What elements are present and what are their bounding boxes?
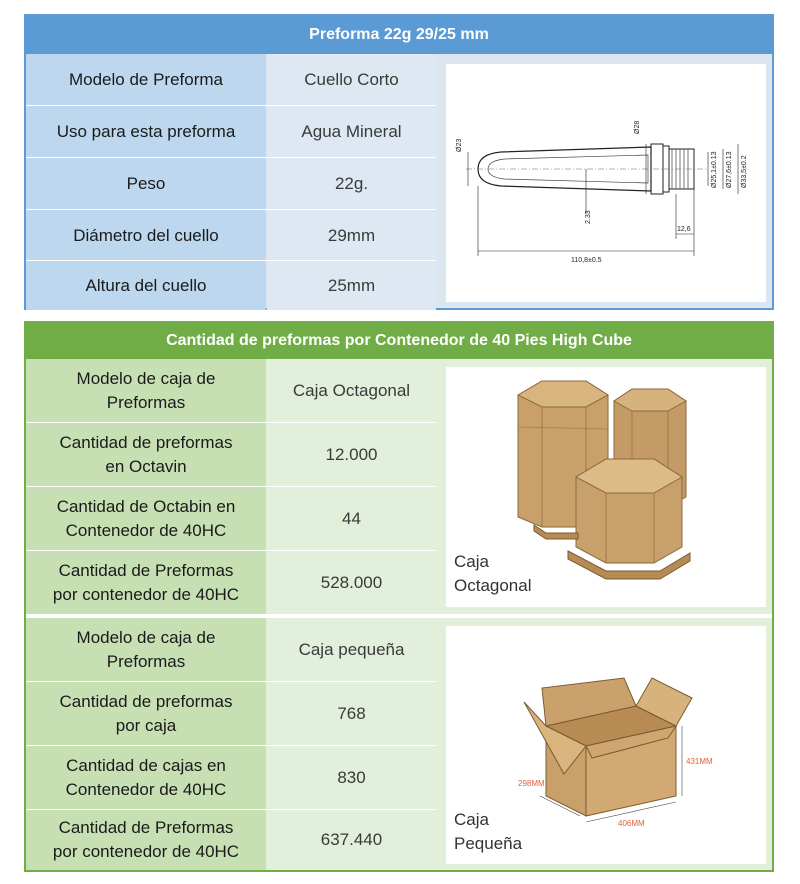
- dim-d23: Ø23: [456, 138, 463, 152]
- octagonal-box-image: [446, 367, 766, 607]
- spec-value: Cuello Corto: [267, 54, 436, 105]
- row-label: Cantidad de Octabin en Contenedor de 40HC: [26, 487, 266, 550]
- octagonal-row-per-box: [26, 423, 436, 486]
- dim-233: 2.33: [585, 210, 592, 224]
- small-box-caption-line2: Pequeña: [454, 834, 523, 853]
- row-label: Cantidad de preformas por caja: [26, 682, 266, 745]
- octagonal-row-model: [26, 359, 436, 422]
- spec-label: Diámetro del cuello: [26, 210, 266, 261]
- row-label: Modelo de caja de Preformas: [26, 618, 266, 681]
- small-box-caption-line1: Caja: [454, 810, 489, 829]
- spec-label: Uso para esta preforma: [26, 106, 266, 157]
- small-box-row-per-box: [26, 682, 436, 745]
- row-label: Cantidad de Preformas por contenedor de 40HC: [26, 551, 266, 614]
- row-value: 637.440: [267, 810, 436, 870]
- spec-row-weight: [26, 158, 436, 209]
- row-label: Modelo de caja de Preformas: [26, 359, 266, 422]
- spec-row-neck-height: [26, 261, 436, 310]
- octagonal-caption-line1: Caja: [454, 552, 489, 571]
- container-table-title: Cantidad de preformas por Contenedor de 40 Pies High Cube: [26, 323, 772, 359]
- spec-value: Agua Mineral: [267, 106, 436, 157]
- small-box-image: [446, 626, 766, 864]
- spec-row-model: [26, 54, 436, 105]
- row-label: Cantidad de preformas en Octavin: [26, 423, 266, 486]
- row-value: 768: [267, 682, 436, 745]
- dim-335: Ø33,5±0.2: [741, 155, 748, 188]
- spec-value: 29mm: [267, 210, 436, 261]
- row-value: Caja pequeña: [267, 618, 436, 681]
- row-value: 830: [267, 746, 436, 809]
- row-value: 44: [267, 487, 436, 550]
- spec-row-use: [26, 106, 436, 157]
- preform-table-title: Preforma 22g 29/25 mm: [26, 16, 772, 54]
- spec-row-neck-diameter: [26, 210, 436, 261]
- spec-label: Peso: [26, 158, 266, 209]
- box-dim-width: 298MM: [518, 779, 545, 788]
- row-value: 528.000: [267, 551, 436, 614]
- box-dim-length: 406MM: [618, 819, 645, 828]
- row-value: Caja Octagonal: [267, 359, 436, 422]
- dim-126: 12,6: [677, 226, 691, 233]
- spec-label: Modelo de Preforma: [26, 54, 266, 105]
- dim-276: Ø27,6±0.13: [726, 151, 733, 188]
- spec-label: Altura del cuello: [26, 261, 266, 310]
- box-dim-height: 431MM: [686, 757, 713, 766]
- octagonal-caption-line2: Octagonal: [454, 576, 532, 595]
- octagonal-row-boxes: [26, 487, 436, 550]
- row-label: Cantidad de Preformas por contenedor de 40HC: [26, 810, 266, 870]
- small-box-row-boxes: [26, 746, 436, 809]
- small-box-row-model: [26, 618, 436, 681]
- spec-value: 22g.: [267, 158, 436, 209]
- container-quantity-table: [24, 321, 774, 872]
- spec-value: 25mm: [267, 261, 436, 310]
- row-value: 12.000: [267, 423, 436, 486]
- dim-251: Ø25,1±0.13: [711, 151, 718, 188]
- octagonal-row-total: [26, 551, 436, 614]
- preform-spec-table: [24, 14, 774, 310]
- dim-total-length: 110,8±0.5: [571, 257, 602, 264]
- row-label: Cantidad de cajas en Contenedor de 40HC: [26, 746, 266, 809]
- small-box-row-total: [26, 810, 436, 870]
- preform-technical-drawing: [446, 64, 766, 302]
- dim-d28: Ø28: [634, 120, 641, 134]
